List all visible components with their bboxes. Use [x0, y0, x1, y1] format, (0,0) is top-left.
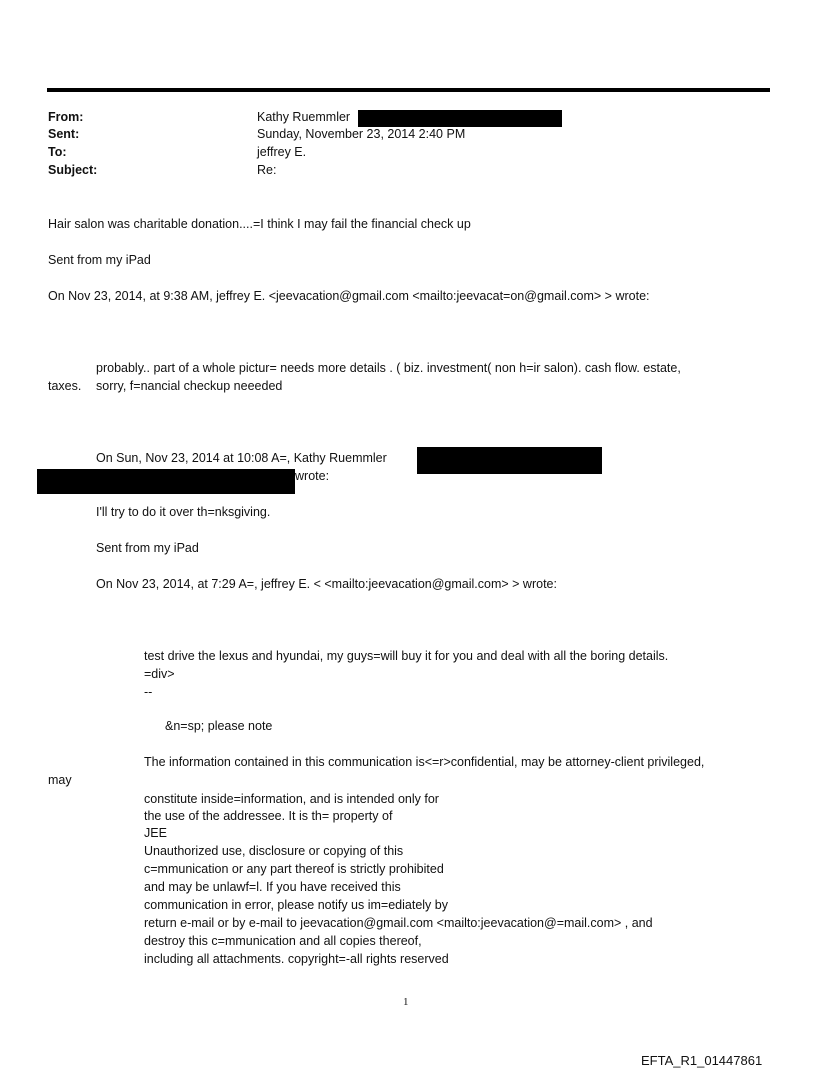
disclaimer-line: destroy this c=mmunication and all copies thereof,	[144, 934, 422, 948]
signature: Sent from my iPad	[96, 541, 199, 555]
from-value: Kathy Ruemmler	[257, 110, 351, 124]
reply-line: taxes.	[48, 379, 82, 393]
disclaimer-line: communication in error, please notify us im=ediately by	[144, 898, 448, 912]
sent-label: Sent:	[48, 127, 80, 141]
message-line: &n=sp; please note	[165, 719, 273, 733]
subject-label: Subject:	[48, 163, 98, 177]
quote-header: On Nov 23, 2014, at 7:29 A=, jeffrey E. < <mailto:jeevacation@gmail.com> > wrote:	[96, 577, 557, 591]
disclaimer-line: Unauthorized use, disclosure or copying of this	[144, 844, 404, 858]
disclaimer-line: return e-mail or by e-mail to jeevacation@gmail.com <mailto:jeevacation@=mail.com> , and	[144, 916, 653, 930]
message-line: =div>	[144, 667, 175, 681]
disclaimer-line: and may be unlawf=l. If you have received this	[144, 880, 401, 894]
sent-value: Sunday, November 23, 2014 2:40 PM	[257, 127, 466, 141]
disclaimer-line: the use of the addressee. It is th= property of	[144, 809, 393, 823]
disclaimer-line: including all attachments. copyright=-all rights reserved	[144, 952, 449, 966]
to-label: To:	[48, 145, 67, 159]
reply-line: I'll try to do it over th=nksgiving.	[96, 505, 271, 519]
redaction-box	[417, 447, 602, 474]
quote-header: wrote:	[295, 469, 330, 483]
signature: Sent from my iPad	[48, 253, 151, 267]
quote-header: On Sun, Nov 23, 2014 at 10:08 A=, Kathy Ruemmler	[96, 451, 387, 465]
disclaimer-line: The information contained in this communication is<=r>confidential, may be attorney-client privileged,	[144, 755, 705, 769]
disclaimer-line: JEE	[144, 826, 167, 840]
page-number: 1	[403, 996, 409, 1008]
message-line: --	[144, 685, 153, 699]
body-line: Hair salon was charitable donation....=I think I may fail the financial check up	[48, 217, 471, 231]
header-rule	[47, 88, 770, 92]
redaction-box	[37, 469, 295, 494]
to-value: jeffrey E.	[257, 145, 307, 159]
reply-line: sorry, f=nancial checkup neeeded	[96, 379, 283, 393]
disclaimer-line: c=mmunication or any part thereof is strictly prohibited	[144, 862, 444, 876]
from-label: From:	[48, 110, 84, 124]
quote-header: On Nov 23, 2014, at 9:38 AM, jeffrey E. <jeevacation@gmail.com <mailto:jeevacat=on@gmail.com> > wrote:	[48, 289, 650, 303]
document-id: EFTA_R1_01447861	[641, 1053, 763, 1068]
message-line: test drive the lexus and hyundai, my guys=will buy it for you and deal with all the boring details.	[144, 649, 669, 663]
disclaimer-line: may	[48, 773, 72, 787]
subject-value: Re:	[257, 163, 277, 177]
reply-line: probably.. part of a whole pictur= needs more details . ( biz. investment( non h=ir salon). cash flow. estate,	[96, 361, 681, 375]
disclaimer-line: constitute inside=information, and is intended only for	[144, 792, 439, 806]
redaction-box	[358, 110, 562, 127]
